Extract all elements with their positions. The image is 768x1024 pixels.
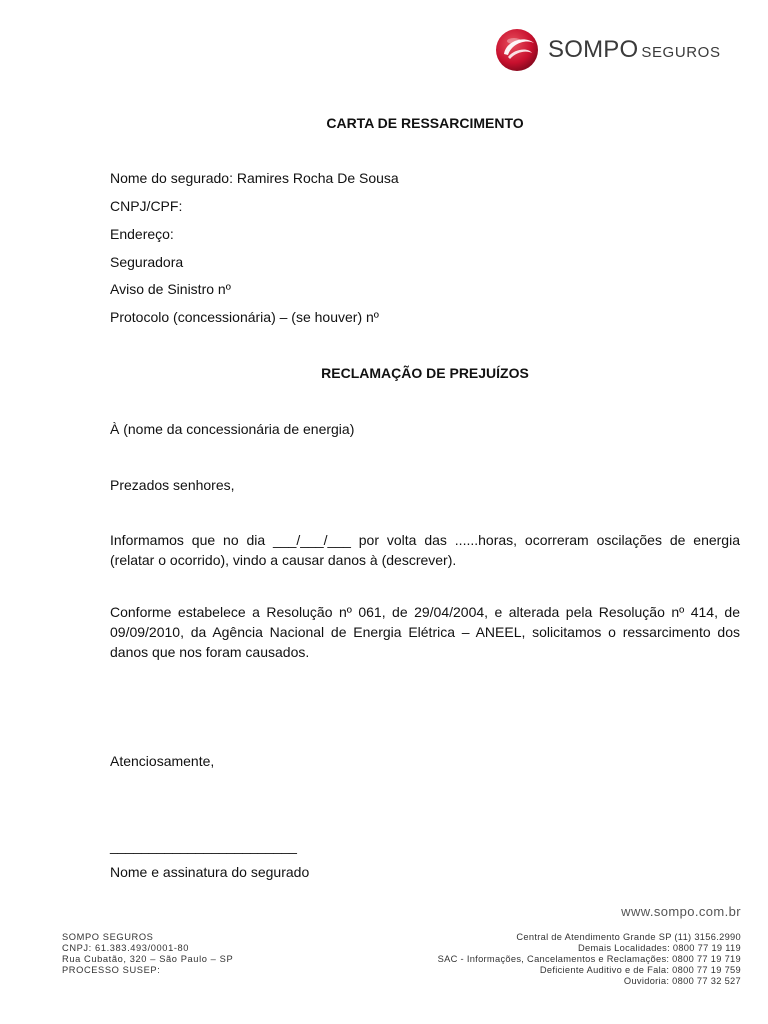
footer-website: www.sompo.com.br bbox=[621, 904, 741, 919]
field-protocol: Protocolo (concessionária) – (se houver) nº bbox=[110, 309, 379, 325]
footer-contact-sac: SAC - Informações, Cancelamentos e Reclamações: 0800 77 19 719 bbox=[437, 954, 741, 964]
footer-company-name: SOMPO SEGUROS bbox=[62, 932, 154, 942]
field-cnpj-cpf: CNPJ/CPF: bbox=[110, 198, 183, 214]
signature-label: Nome e assinatura do segurado bbox=[110, 864, 310, 880]
footer-contact-deaf: Deficiente Auditivo e de Fala: 0800 77 19 759 bbox=[539, 965, 741, 975]
footer-company-info bbox=[62, 932, 233, 976]
paragraph-regulation: Conforme estabelece a Resolução nº 061, de 29/04/2004, e alterada pela Resolução nº 414, de 09/09/2010, da Agência Nacional de Energia Elétrica – ANEEL, solicitamos o ressarcimento dos danos que nos foram causados. bbox=[110, 604, 740, 660]
sompo-logo bbox=[494, 27, 724, 73]
letter-title: CARTA DE RESSARCIMENTO bbox=[326, 115, 524, 131]
sompo-logo-icon bbox=[494, 27, 540, 73]
field-insured-name: Nome do segurado: Ramires Rocha De Sousa bbox=[110, 170, 399, 186]
recipient-line: À (nome da concessionária de energia) bbox=[110, 421, 355, 437]
signature-line: ________________________ bbox=[110, 838, 297, 854]
closing-line: Atenciosamente, bbox=[110, 753, 215, 769]
footer-address: Rua Cubatão, 320 – São Paulo – SP bbox=[62, 954, 234, 964]
field-address: Endereço: bbox=[110, 226, 174, 242]
field-claim-number: Aviso de Sinistro nº bbox=[110, 281, 231, 297]
footer-cnpj: CNPJ: 61.383.493/0001-80 bbox=[62, 943, 190, 953]
logo-brand-sub: SEGUROS bbox=[641, 44, 721, 61]
footer-contacts bbox=[438, 932, 741, 987]
sompo-logo-text bbox=[548, 36, 721, 64]
footer-contact-central: Central de Atendimento Grande SP (11) 3156.2990 bbox=[516, 932, 741, 942]
footer-susep: PROCESSO SUSEP: bbox=[62, 965, 161, 975]
footer-contact-other: Demais Localidades: 0800 77 19 119 bbox=[577, 943, 741, 953]
footer-contact-ombudsman: Ouvidoria: 0800 77 32 527 bbox=[623, 976, 741, 986]
logo-brand-main: SOMPO bbox=[548, 36, 639, 63]
letter-subtitle: RECLAMAÇÃO DE PREJUÍZOS bbox=[321, 365, 529, 381]
greeting-line: Prezados senhores, bbox=[110, 477, 235, 493]
paragraph-incident: Informamos que no dia ___/___/___ por volta das ......horas, ocorreram oscilações de energia (relatar o ocorrido), vindo a causar danos à (descrever). bbox=[110, 532, 740, 568]
field-insurer: Seguradora bbox=[110, 254, 184, 270]
